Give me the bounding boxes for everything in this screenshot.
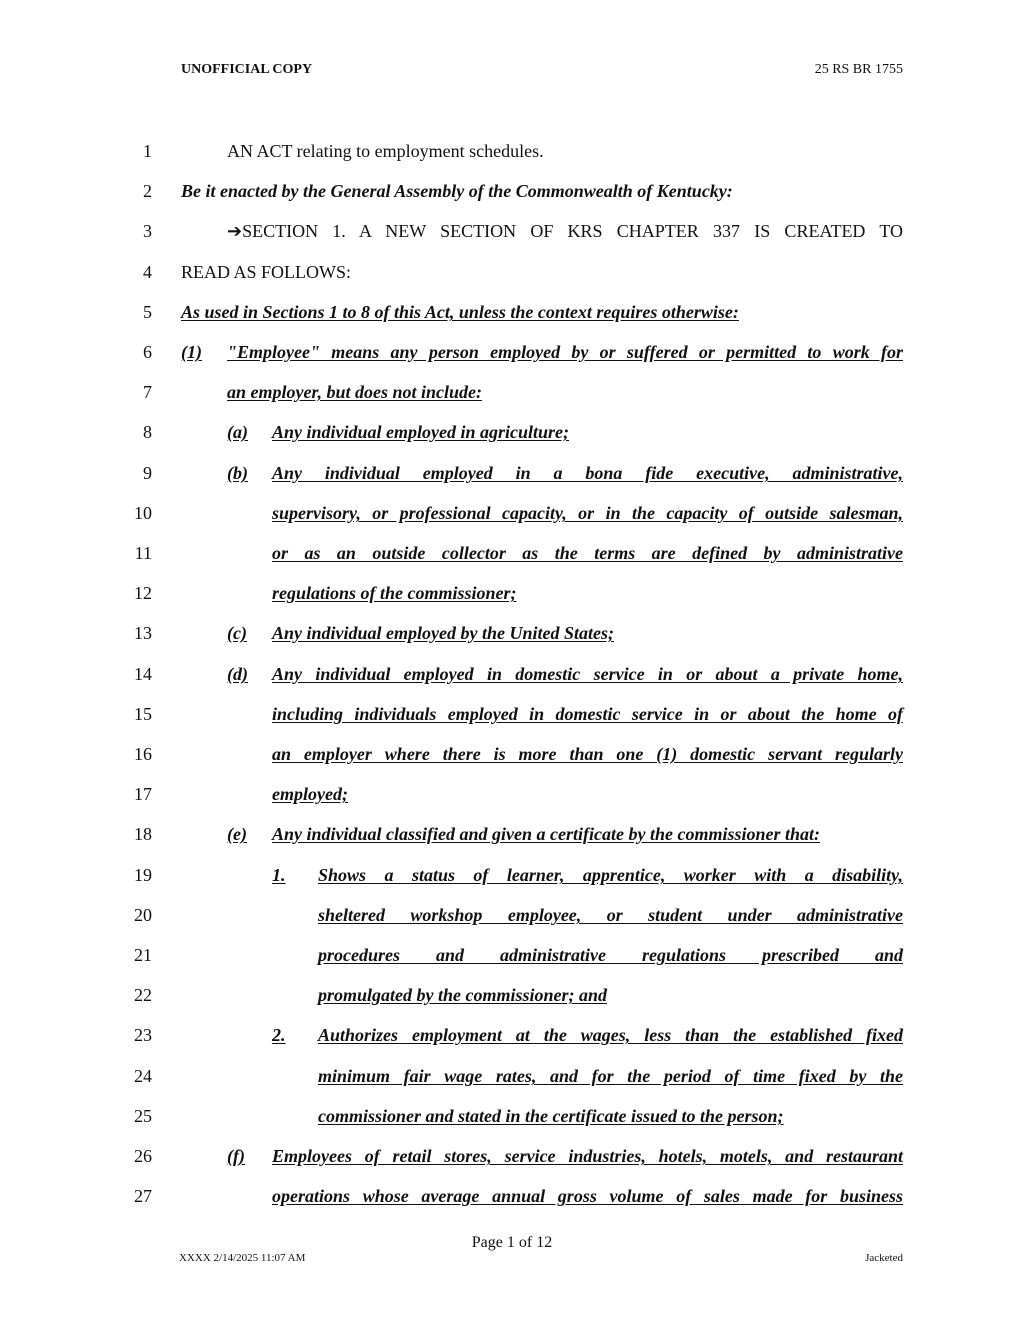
item-label: 1. <box>272 865 286 885</box>
line-text <box>272 542 903 564</box>
line-number: 27 <box>134 1186 152 1206</box>
line-number: 21 <box>134 945 152 965</box>
line-text <box>272 823 820 845</box>
line-content: regulations of the commissioner; <box>272 583 517 603</box>
line-text <box>318 904 903 926</box>
line-content: or as an outside collector as the terms are defined by administrative <box>272 543 903 563</box>
header-right: 25 RS BR 1755 <box>814 62 903 77</box>
line-text <box>272 663 903 685</box>
line-content: Any individual employed in domestic service in or about a private home, <box>272 664 903 684</box>
line-content: Authorizes employment at the wages, less than the established fixed <box>318 1025 903 1045</box>
item-label: 2. <box>272 1025 286 1045</box>
line-number: 16 <box>134 744 152 764</box>
line-content: operations whose average annual gross volume of sales made for business <box>272 1186 903 1206</box>
header-left: UNOFFICIAL COPY <box>181 62 313 77</box>
line-content: Employees of retail stores, service industries, hotels, motels, and restaurant <box>272 1146 903 1166</box>
line-number: 4 <box>143 262 152 282</box>
line-text <box>272 783 348 805</box>
line-number: 3 <box>143 221 152 241</box>
item-label: (e) <box>227 824 247 844</box>
line-number: 20 <box>134 905 152 925</box>
line-text <box>272 622 614 644</box>
line-text <box>227 220 903 242</box>
line-content: As used in Sections 1 to 8 of this Act, unless the context requires otherwise: <box>181 302 739 322</box>
line-text <box>181 301 739 323</box>
footer-left: XXXX 2/14/2025 11:07 AM <box>179 1252 306 1264</box>
item-label: (1) <box>181 342 202 362</box>
item-label: (a) <box>227 422 248 442</box>
line-text <box>318 864 903 886</box>
line-text <box>272 582 517 604</box>
line-content: AN ACT relating to employment schedules. <box>227 141 544 161</box>
item-label: (c) <box>227 623 247 643</box>
line-content: Any individual employed in agriculture; <box>272 422 570 442</box>
line-text <box>272 502 903 524</box>
line-content: sheltered workshop employee, or student under administrative <box>318 905 903 925</box>
line-content: READ AS FOLLOWS: <box>181 262 352 282</box>
line-number: 22 <box>134 985 152 1005</box>
line-number: 24 <box>134 1066 152 1086</box>
line-number: 26 <box>134 1146 152 1166</box>
page-number: Page 1 of 12 <box>471 1234 553 1251</box>
line-text <box>272 1145 903 1167</box>
line-number: 1 <box>143 141 152 161</box>
line-content: Any individual employed in a bona fide executive, administrative, <box>272 463 903 483</box>
line-content: Any individual employed by the United States; <box>272 623 614 643</box>
line-number: 11 <box>134 543 152 563</box>
line-text <box>272 703 903 725</box>
line-content: including individuals employed in domestic service in or about the home of <box>272 704 903 724</box>
line-text <box>272 1185 903 1207</box>
line-content: an employer, but does not include: <box>227 382 483 402</box>
line-content: promulgated by the commissioner; and <box>318 985 608 1005</box>
line-text <box>318 1105 784 1127</box>
item-label: (b) <box>227 463 248 483</box>
line-content: employed; <box>272 784 348 804</box>
line-number: 9 <box>143 463 152 483</box>
line-text <box>272 421 569 443</box>
line-content: supervisory, or professional capacity, or in the capacity of outside salesman, <box>272 503 903 523</box>
line-number: 15 <box>134 704 152 724</box>
line-content: "Employee" means any person employed by or suffered or permitted to work for <box>227 342 903 362</box>
line-number: 14 <box>134 664 152 684</box>
item-label: (f) <box>227 1146 245 1166</box>
section-arrow-icon: ➔ <box>227 221 243 241</box>
line-text <box>272 462 903 484</box>
line-text <box>181 261 351 283</box>
line-content: minimum fair wage rates, and for the period of time fixed by the <box>318 1066 903 1086</box>
line-number: 23 <box>134 1025 152 1045</box>
line-number: 10 <box>134 503 152 523</box>
line-text <box>318 944 903 966</box>
line-number: 25 <box>134 1106 152 1126</box>
line-number: 6 <box>143 342 152 362</box>
line-number: 7 <box>143 382 152 402</box>
line-number: 8 <box>143 422 152 442</box>
line-text <box>318 1065 903 1087</box>
line-content: Be it enacted by the General Assembly of the Commonwealth of Kentucky: <box>181 181 733 201</box>
line-content: SECTION 1. A NEW SECTION OF KRS CHAPTER 337 IS CREATED TO <box>242 221 903 241</box>
line-content: an employer where there is more than one (1) domestic servant regularly <box>272 744 903 764</box>
line-number: 17 <box>134 784 152 804</box>
line-number: 2 <box>143 181 152 201</box>
line-text <box>181 180 733 202</box>
line-content: commissioner and stated in the certificate issued to the person; <box>318 1106 784 1126</box>
line-text <box>227 140 544 162</box>
line-text <box>227 341 903 363</box>
line-number: 13 <box>134 623 152 643</box>
line-text <box>227 381 482 403</box>
line-number: 19 <box>134 865 152 885</box>
line-text <box>318 984 607 1006</box>
item-label: (d) <box>227 664 248 684</box>
line-number: 12 <box>134 583 152 603</box>
line-content: procedures and administrative regulations prescribed and <box>318 945 903 965</box>
line-text <box>318 1024 903 1046</box>
footer-right: Jacketed <box>865 1252 903 1264</box>
line-content: Any individual classified and given a certificate by the commissioner that: <box>272 824 820 844</box>
line-number: 5 <box>143 302 152 322</box>
line-number: 18 <box>134 824 152 844</box>
line-content: Shows a status of learner, apprentice, worker with a disability, <box>318 865 903 885</box>
line-text <box>272 743 903 765</box>
